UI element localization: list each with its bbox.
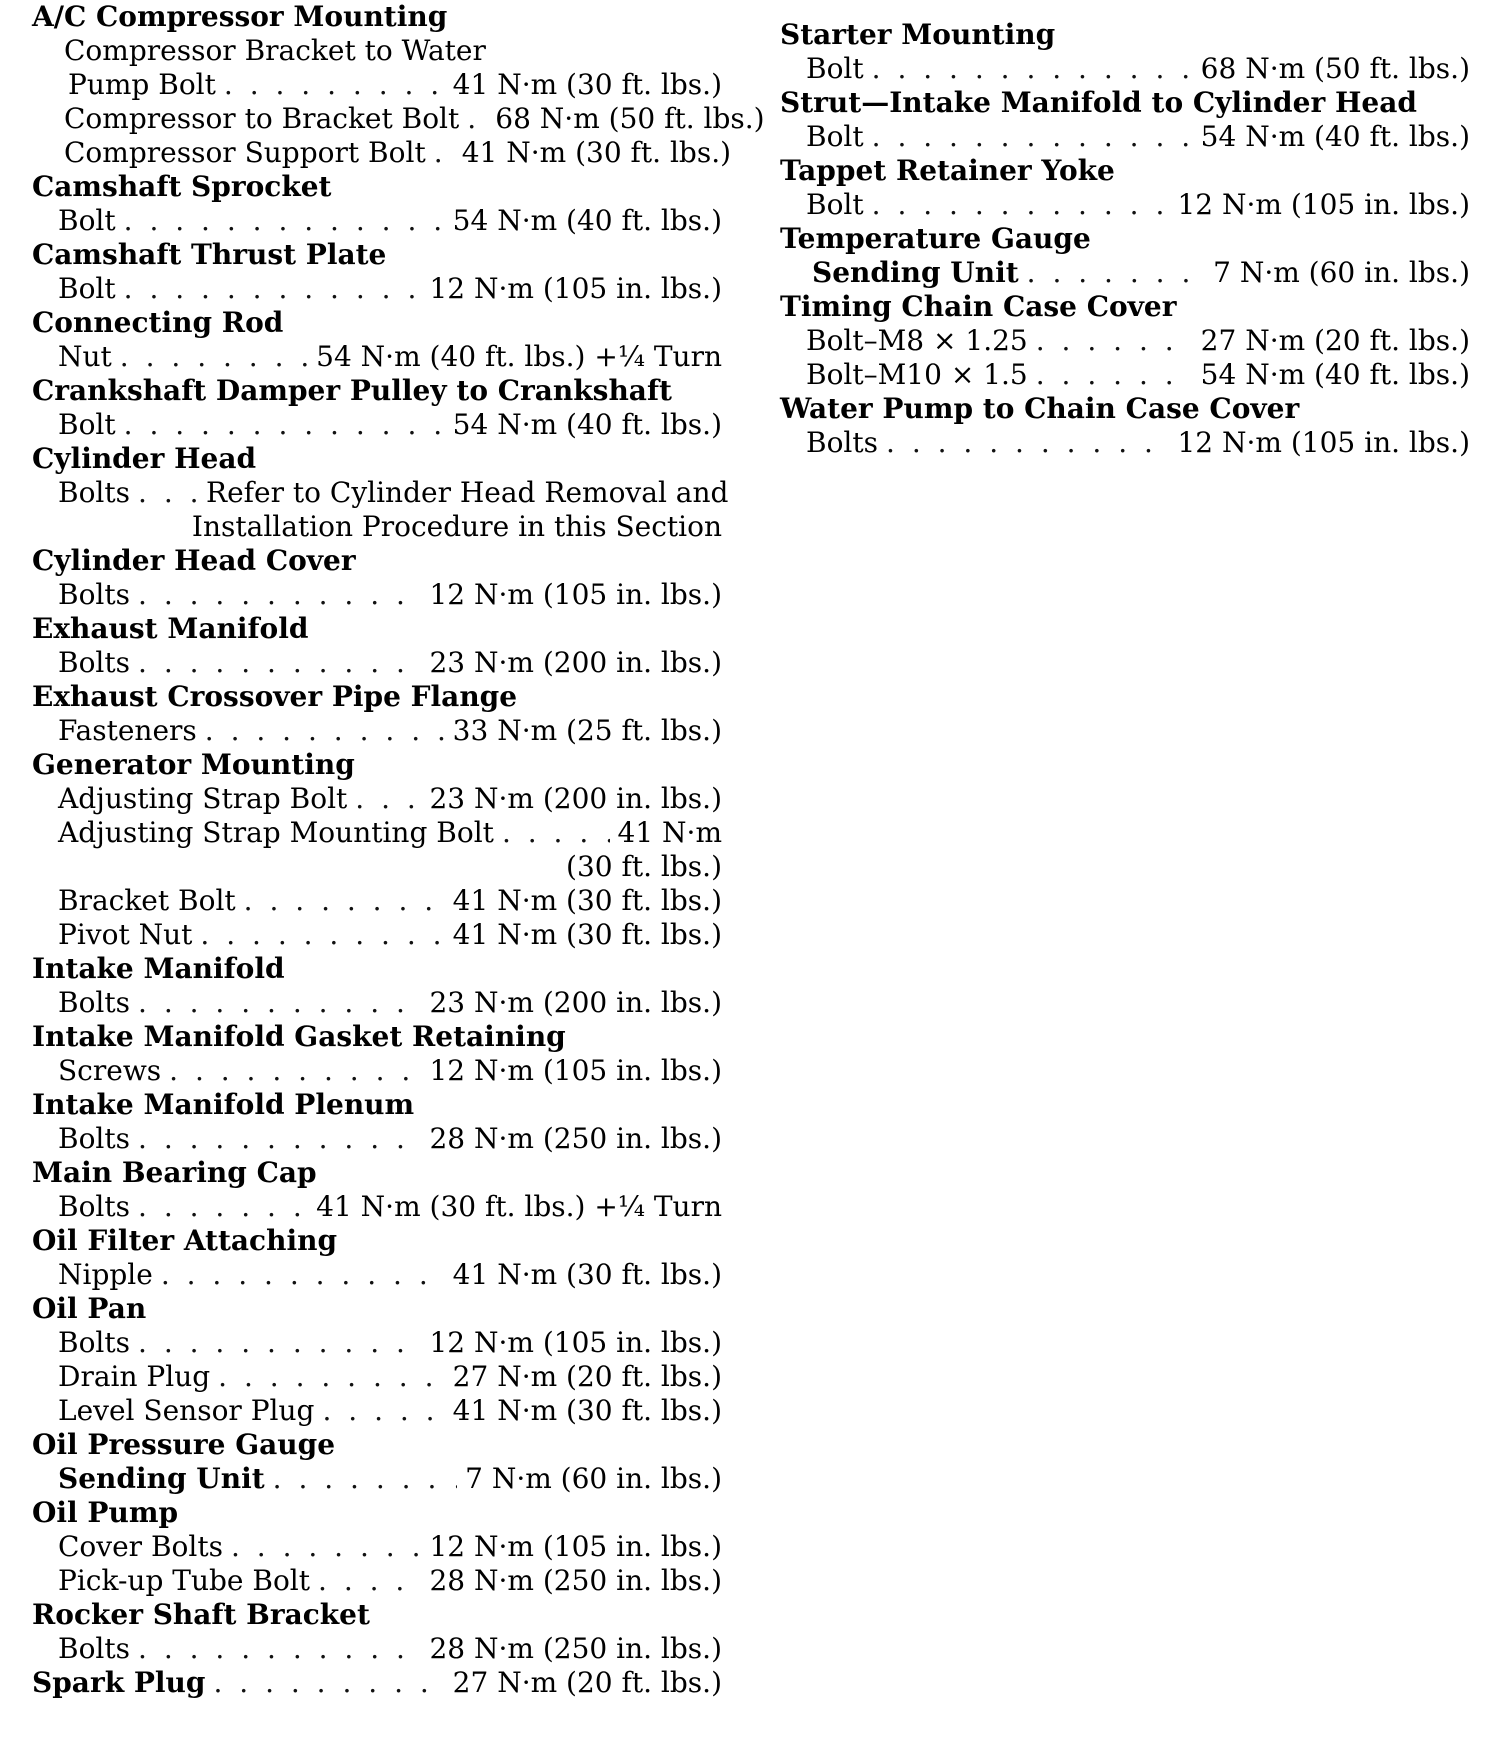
- spec-row: [32, 68, 722, 102]
- spec-label: Bolts: [58, 986, 131, 1019]
- spec-row: [32, 714, 722, 748]
- spec-value: 68 N·m (50 ft. lbs.): [495, 102, 765, 135]
- spec-row: [32, 782, 722, 816]
- spec-value: 54 N·m (40 ft. lbs.): [452, 408, 722, 441]
- spec-label: Bolts: [58, 476, 131, 509]
- leader-dots: [1036, 324, 1193, 358]
- spec-value: 7 N·m (60 in. lbs.): [1213, 256, 1470, 289]
- spec-row: [780, 426, 1470, 460]
- leader-dots: [169, 1054, 421, 1088]
- spec-value: 12 N·m (105 in. lbs.): [429, 272, 722, 305]
- section-heading: Main Bearing Cap: [32, 1156, 317, 1189]
- spec-row: [32, 1632, 722, 1666]
- leader-dots: [138, 1326, 421, 1360]
- spec-label: Bolts: [58, 1190, 131, 1223]
- leader-dots: [872, 120, 1193, 154]
- section-heading: Cylinder Head: [32, 442, 257, 475]
- spec-value: 41 N·m: [617, 816, 722, 849]
- spec-row: [32, 1122, 722, 1156]
- section-heading: Oil Pump: [32, 1496, 179, 1529]
- spec-label: Bolts: [58, 1326, 131, 1359]
- leader-dots: [138, 476, 198, 510]
- spec-value: 27 N·m (20 ft. lbs.): [1200, 324, 1470, 357]
- section-heading: Generator Mounting: [32, 748, 355, 781]
- spec-value: 7 N·m (60 in. lbs.): [465, 1462, 722, 1495]
- section-heading: A/C Compressor Mounting: [32, 0, 448, 33]
- leader-dots: [161, 1258, 445, 1292]
- section-heading: Camshaft Thrust Plate: [32, 238, 387, 271]
- section-heading: Spark Plug: [32, 1666, 206, 1699]
- spec-label: Screws: [58, 1054, 162, 1087]
- spec-label: Pump Bolt: [68, 68, 216, 101]
- leader-dots: [244, 884, 445, 918]
- spec-label: Bolts: [58, 646, 131, 679]
- section-heading: Temperature Gauge: [780, 222, 1091, 255]
- section-heading: Tappet Retainer Yoke: [780, 154, 1115, 187]
- leader-dots: [213, 1666, 444, 1700]
- leader-dots: [872, 188, 1170, 222]
- leader-dots: [138, 646, 421, 680]
- leader-dots: [205, 714, 445, 748]
- spec-label: Bolts: [58, 1122, 131, 1155]
- leader-dots: [200, 918, 444, 952]
- leader-dots: [355, 782, 421, 816]
- leader-dots: [138, 1122, 421, 1156]
- spec-value: 28 N·m (250 in. lbs.): [429, 1564, 722, 1597]
- spec-row: [32, 340, 722, 374]
- spec-value: 12 N·m (105 in. lbs.): [1177, 188, 1470, 221]
- leader-dots: [886, 426, 1169, 460]
- spec-row: [780, 358, 1470, 392]
- leader-dots: [138, 578, 421, 612]
- leader-dots: [273, 1462, 457, 1496]
- spec-row: [32, 204, 722, 238]
- section-heading: Exhaust Manifold: [32, 612, 309, 645]
- spec-value: 41 N·m (30 ft. lbs.) +¼ Turn: [316, 1190, 722, 1223]
- spec-row: [32, 884, 722, 918]
- spec-row: [32, 136, 732, 170]
- spec-label: Bolts: [806, 426, 879, 459]
- spec-value: 33 N·m (25 ft. lbs.): [452, 714, 722, 747]
- spec-label: Nipple: [58, 1258, 153, 1291]
- spec-value: 27 N·m (20 ft. lbs.): [452, 1360, 722, 1393]
- leader-dots: [138, 1632, 421, 1666]
- leader-dots: [218, 1360, 445, 1394]
- section-heading: Water Pump to Chain Case Cover: [780, 392, 1300, 425]
- spec-row: [32, 578, 722, 612]
- spec-value: 12 N·m (105 in. lbs.): [429, 1326, 722, 1359]
- section-heading: Crankshaft Damper Pulley to Crankshaft: [32, 374, 672, 407]
- spec-label: Bracket Bolt: [58, 884, 236, 917]
- section-heading: Connecting Rod: [32, 306, 284, 339]
- section-heading: Cylinder Head Cover: [32, 544, 356, 577]
- spec-value-continued: (30 ft. lbs.): [566, 850, 722, 883]
- spec-row: [32, 1326, 722, 1360]
- section-heading: Camshaft Sprocket: [32, 170, 332, 203]
- spec-row: [32, 1462, 722, 1496]
- section-heading: Intake Manifold Gasket Retaining: [32, 1020, 566, 1053]
- spec-label: Pivot Nut: [58, 918, 193, 951]
- spec-value: 41 N·m (30 ft. lbs.): [452, 918, 722, 951]
- right-column: [780, 18, 1470, 460]
- section-heading: Timing Chain Case Cover: [780, 290, 1177, 323]
- spec-label: Sending Unit: [58, 1462, 265, 1495]
- spec-label: Level Sensor Plug: [58, 1394, 315, 1427]
- leader-dots: [231, 1530, 422, 1564]
- spec-label: Bolt: [806, 188, 864, 221]
- spec-label: Drain Plug: [58, 1360, 211, 1393]
- spec-value: 41 N·m (30 ft. lbs.): [452, 68, 722, 101]
- spec-row: [32, 272, 722, 306]
- section-heading: Oil Pan: [32, 1292, 147, 1325]
- leader-dots: [322, 1394, 444, 1428]
- spec-value: 28 N·m (250 in. lbs.): [429, 1632, 722, 1665]
- spec-label: Pick-up Tube Bolt: [58, 1564, 311, 1597]
- spec-value-continued: Installation Procedure in this Section: [191, 510, 722, 543]
- section-heading: Oil Filter Attaching: [32, 1224, 338, 1257]
- spec-label: Adjusting Strap Mounting Bolt: [58, 816, 494, 849]
- spec-label: Sending Unit: [812, 256, 1019, 289]
- spec-label: Bolt: [58, 272, 116, 305]
- section-heading: Intake Manifold Plenum: [32, 1088, 415, 1121]
- spec-value: 12 N·m (105 in. lbs.): [1177, 426, 1470, 459]
- spec-value: 12 N·m (105 in. lbs.): [429, 1530, 722, 1563]
- spec-value: 23 N·m (200 in. lbs.): [429, 986, 722, 1019]
- leader-dots: [138, 986, 421, 1020]
- leader-dots: [224, 68, 445, 102]
- spec-row: [32, 1360, 722, 1394]
- spec-row: [32, 1054, 722, 1088]
- leader-dots: [124, 272, 422, 306]
- spec-row: [32, 1190, 722, 1224]
- spec-value: 54 N·m (40 ft. lbs.) +¼ Turn: [316, 340, 722, 373]
- leader-dots: [120, 340, 308, 374]
- spec-value: 41 N·m (30 ft. lbs.): [452, 884, 722, 917]
- spec-value: 28 N·m (250 in. lbs.): [429, 1122, 722, 1155]
- spec-label: Fasteners: [58, 714, 197, 747]
- spec-row: [780, 188, 1470, 222]
- spec-value: 54 N·m (40 ft. lbs.): [1200, 120, 1470, 153]
- spec-value: 12 N·m (105 in. lbs.): [429, 578, 722, 611]
- spec-value: 23 N·m (200 in. lbs.): [429, 782, 722, 815]
- spec-row: [780, 52, 1470, 86]
- section-heading: Oil Pressure Gauge: [32, 1428, 336, 1461]
- spec-row: [780, 120, 1470, 154]
- spec-row: [32, 476, 729, 510]
- leader-dots: [124, 204, 445, 238]
- leader-dots: [138, 1190, 308, 1224]
- spec-row: [32, 102, 765, 136]
- spec-label: Bolts: [58, 1632, 131, 1665]
- section-heading: Intake Manifold: [32, 952, 285, 985]
- spec-label: Bolt–M10 × 1.5: [806, 358, 1028, 391]
- spec-row: [32, 816, 722, 850]
- spec-value: 68 N·m (50 ft. lbs.): [1200, 52, 1470, 85]
- spec-label: Bolt: [806, 52, 864, 85]
- spec-value: 27 N·m (20 ft. lbs.): [452, 1666, 722, 1699]
- spec-label: Bolts: [58, 578, 131, 611]
- spec-row: [780, 256, 1470, 290]
- leader-dots: [318, 1564, 421, 1598]
- spec-row: [32, 1564, 722, 1598]
- spec-row: [32, 1666, 722, 1700]
- spec-value: 23 N·m (200 in. lbs.): [429, 646, 722, 679]
- spec-value: 41 N·m (30 ft. lbs.): [461, 136, 732, 169]
- leader-dots: [872, 52, 1193, 86]
- spec-label: Compressor Bracket to Water: [64, 34, 486, 67]
- leader-dots: [467, 102, 487, 136]
- spec-row: [32, 918, 722, 952]
- spec-row: [32, 646, 722, 680]
- spec-value: 41 N·m (30 ft. lbs.): [452, 1394, 722, 1427]
- spec-row: [32, 1530, 722, 1564]
- spec-value: 41 N·m (30 ft. lbs.): [452, 1258, 722, 1291]
- left-column: [32, 0, 765, 1700]
- spec-row: [32, 986, 722, 1020]
- leader-dots: [502, 816, 610, 850]
- section-heading: Starter Mounting: [780, 18, 1056, 51]
- spec-label: Bolt–M8 × 1.25: [806, 324, 1028, 357]
- spec-label: Nut: [58, 340, 112, 373]
- spec-value: 12 N·m (105 in. lbs.): [429, 1054, 722, 1087]
- spec-label: Bolt: [58, 408, 116, 441]
- spec-label: Adjusting Strap Bolt: [58, 782, 348, 815]
- spec-row: [32, 1394, 722, 1428]
- spec-label: Bolt: [806, 120, 864, 153]
- spec-value: 54 N·m (40 ft. lbs.): [452, 204, 722, 237]
- spec-label: Bolt: [58, 204, 116, 237]
- spec-label: Compressor to Bracket Bolt: [64, 102, 460, 135]
- section-heading: Rocker Shaft Bracket: [32, 1598, 370, 1631]
- leader-dots: [1036, 358, 1193, 392]
- spec-value: 54 N·m (40 ft. lbs.): [1200, 358, 1470, 391]
- section-heading: Exhaust Crossover Pipe Flange: [32, 680, 518, 713]
- spec-row: [32, 1258, 722, 1292]
- spec-row: [780, 324, 1470, 358]
- spec-label: Compressor Support Bolt: [64, 136, 426, 169]
- spec-row: [32, 408, 722, 442]
- leader-dots: [1027, 256, 1205, 290]
- section-heading: Strut—Intake Manifold to Cylinder Head: [780, 86, 1417, 119]
- spec-value: Refer to Cylinder Head Removal and: [206, 476, 729, 509]
- spec-label: Cover Bolts: [58, 1530, 223, 1563]
- leader-dots: [434, 136, 454, 170]
- leader-dots: [124, 408, 445, 442]
